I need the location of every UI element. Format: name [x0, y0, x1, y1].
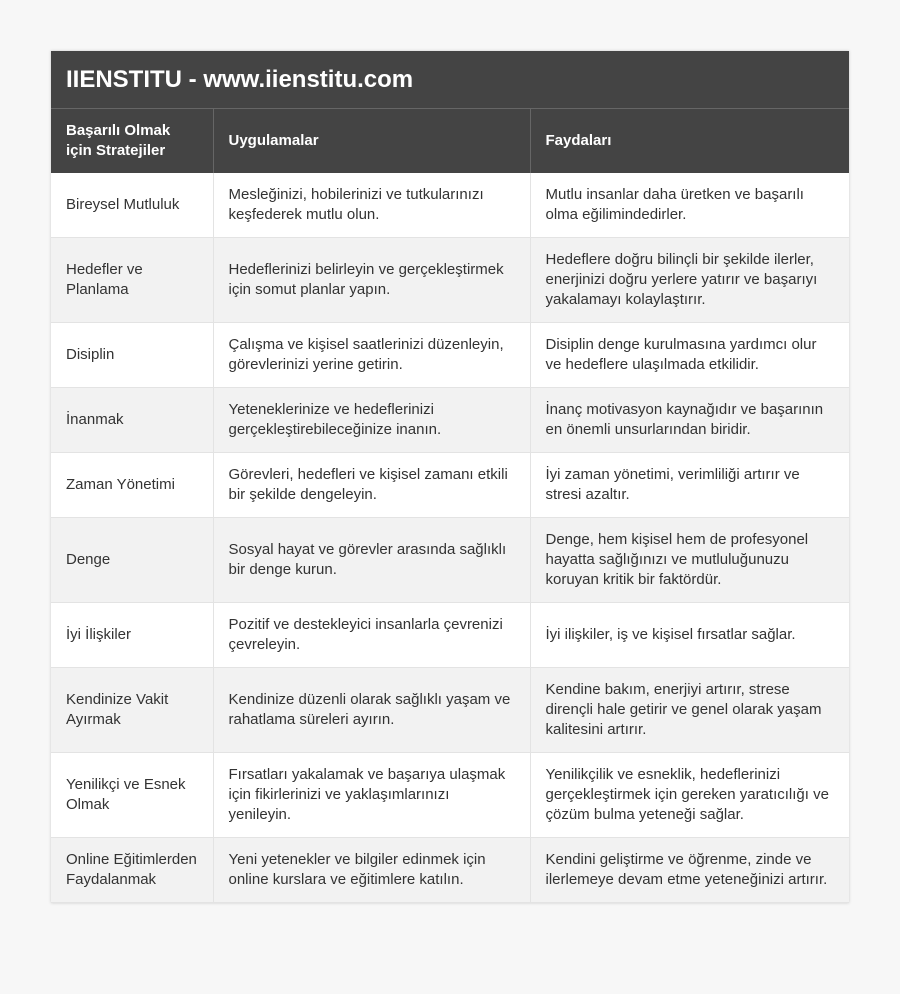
table-row [51, 668, 849, 753]
column-header-strategy: Başarılı Olmak için Stratejiler [51, 109, 213, 173]
strategy-cell: İyi İlişkiler [51, 603, 213, 668]
benefit-cell: İyi zaman yönetimi, verimliliği artırır ve stresi azaltır. [530, 453, 849, 518]
practice-cell: Sosyal hayat ve görevler arasında sağlıklı bir denge kurun. [213, 518, 530, 603]
benefit-cell: İnanç motivasyon kaynağıdır ve başarının en önemli unsurlarından biridir. [530, 388, 849, 453]
table-row [51, 753, 849, 838]
benefit-cell: Hedeflere doğru bilinçli bir şekilde ilerler, enerjinizi doğru yerlere yatırır ve başarıyı yakalamayı kolaylaştırır. [530, 238, 849, 323]
table-header-row [51, 109, 849, 173]
strategy-cell: İnanmak [51, 388, 213, 453]
strategy-cell: Kendinize Vakit Ayırmak [51, 668, 213, 753]
strategy-cell: Online Eğitimlerden Faydalanmak [51, 838, 213, 903]
practice-cell: Yeteneklerinize ve hedeflerinizi gerçekleştirebileceğinize inanın. [213, 388, 530, 453]
practice-cell: Çalışma ve kişisel saatlerinizi düzenleyin, görevlerinizi yerine getirin. [213, 323, 530, 388]
table-row [51, 838, 849, 903]
table-row [51, 518, 849, 603]
practice-cell: Hedeflerinizi belirleyin ve gerçekleştirmek için somut planlar yapın. [213, 238, 530, 323]
benefit-cell: Mutlu insanlar daha üretken ve başarılı olma eğilimindedirler. [530, 173, 849, 238]
benefit-cell: Denge, hem kişisel hem de profesyonel hayatta sağlığınızı ve mutluluğunuzu koruyan kritik bir faktördür. [530, 518, 849, 603]
table-row [51, 173, 849, 238]
strategy-cell: Hedefler ve Planlama [51, 238, 213, 323]
strategy-cell: Disiplin [51, 323, 213, 388]
column-header-practice: Uygulamalar [213, 109, 530, 173]
table-row [51, 323, 849, 388]
strategy-cell: Zaman Yönetimi [51, 453, 213, 518]
benefit-cell: Kendine bakım, enerjiyi artırır, strese dirençli hale getirir ve genel olarak yaşam kalitesini artırır. [530, 668, 849, 753]
practice-cell: Görevleri, hedefleri ve kişisel zamanı etkili bir şekilde dengeleyin. [213, 453, 530, 518]
benefit-cell: İyi ilişkiler, iş ve kişisel fırsatlar sağlar. [530, 603, 849, 668]
practice-cell: Kendinize düzenli olarak sağlıklı yaşam ve rahatlama süreleri ayırın. [213, 668, 530, 753]
practice-cell: Yeni yetenekler ve bilgiler edinmek için online kurslara ve eğitimlere katılın. [213, 838, 530, 903]
benefit-cell: Yenilikçilik ve esneklik, hedeflerinizi gerçekleştirmek için gereken yaratıcılığı ve çözüm bulma yeteneği sağlar. [530, 753, 849, 838]
table-row [51, 453, 849, 518]
strategy-table [51, 109, 849, 903]
practice-cell: Fırsatları yakalamak ve başarıya ulaşmak için fikirlerinizi ve yaklaşımlarınızı yenileyin. [213, 753, 530, 838]
benefit-cell: Kendini geliştirme ve öğrenme, zinde ve ilerlemeye devam etme yeteneğinizi artırır. [530, 838, 849, 903]
table-row [51, 238, 849, 323]
strategy-cell: Bireysel Mutluluk [51, 173, 213, 238]
benefit-cell: Disiplin denge kurulmasına yardımcı olur ve hedeflere ulaşılmada etkilidir. [530, 323, 849, 388]
practice-cell: Mesleğinizi, hobilerinizi ve tutkularınızı keşfederek mutlu olun. [213, 173, 530, 238]
practice-cell: Pozitif ve destekleyici insanlarla çevrenizi çevreleyin. [213, 603, 530, 668]
strategy-cell: Yenilikçi ve Esnek Olmak [51, 753, 213, 838]
column-header-benefit: Faydaları [530, 109, 849, 173]
strategy-cell: Denge [51, 518, 213, 603]
strategy-table-card [51, 51, 849, 903]
table-row [51, 388, 849, 453]
page-title: IIENSTITU - www.iienstitu.com [51, 51, 849, 109]
table-row [51, 603, 849, 668]
